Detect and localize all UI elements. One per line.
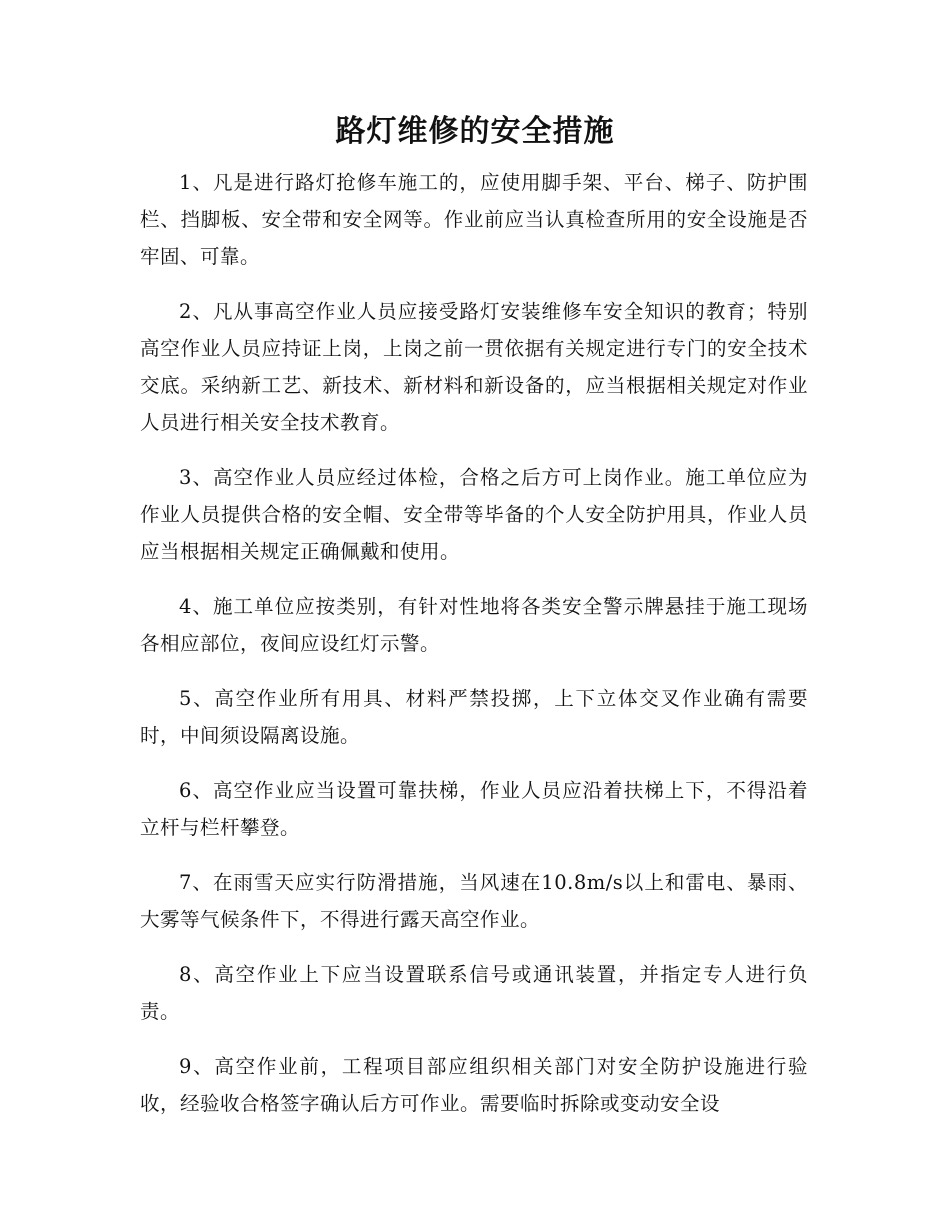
paragraph-8: 8、高空作业上下应当设置联系信号或通讯装置，并指定专人进行负责。 xyxy=(140,963,808,1023)
paragraph-9: 9、高空作业前，工程项目部应组织相关部门对安全防护设施进行验收，经验收合格签字确认后方可作业。需要临时拆除或变动安全设 xyxy=(140,1055,808,1115)
paragraph-6: 6、高空作业应当设置可靠扶梯，作业人员应沿着扶梯上下，不得沿着立杆与栏杆攀登。 xyxy=(140,779,808,839)
paragraph-7: 7、在雨雪天应实行防滑措施，当风速在10.8m/s以上和雷电、暴雨、大雾等气候条件下，不得进行露天高空作业。 xyxy=(140,871,808,931)
paragraph-2: 2、凡从事高空作业人员应接受路灯安装维修车安全知识的教育；特别高空作业人员应持证上岗，上岗之前一贯依据有关规定进行专门的安全技术交底。采纳新工艺、新技术、新材料和新设备的，应当根据相关规定对作业人员进行相关安全技术教育。 xyxy=(140,300,808,434)
paragraph-5: 5、高空作业所有用具、材料严禁投掷，上下立体交叉作业确有需要时，中间须设隔离设施。 xyxy=(140,687,808,747)
paragraph-3: 3、高空作业人员应经过体检，合格之后方可上岗作业。施工单位应为作业人员提供合格的安全帽、安全带等毕备的个人安全防护用具，作业人员应当根据相关规定正确佩戴和使用。 xyxy=(140,466,808,563)
paragraph-1: 1、凡是进行路灯抢修车施工的，应使用脚手架、平台、梯子、防护围栏、挡脚板、安全带和安全网等。作业前应当认真检查所用的安全设施是否牢固、可靠。 xyxy=(140,171,808,268)
document-body xyxy=(140,164,808,1140)
paragraph-4: 4、施工单位应按类别，有针对性地将各类安全警示牌悬挂于施工现场各相应部位，夜间应设红灯示警。 xyxy=(140,595,808,655)
document-title: 路灯维修的安全措施 xyxy=(335,114,615,149)
